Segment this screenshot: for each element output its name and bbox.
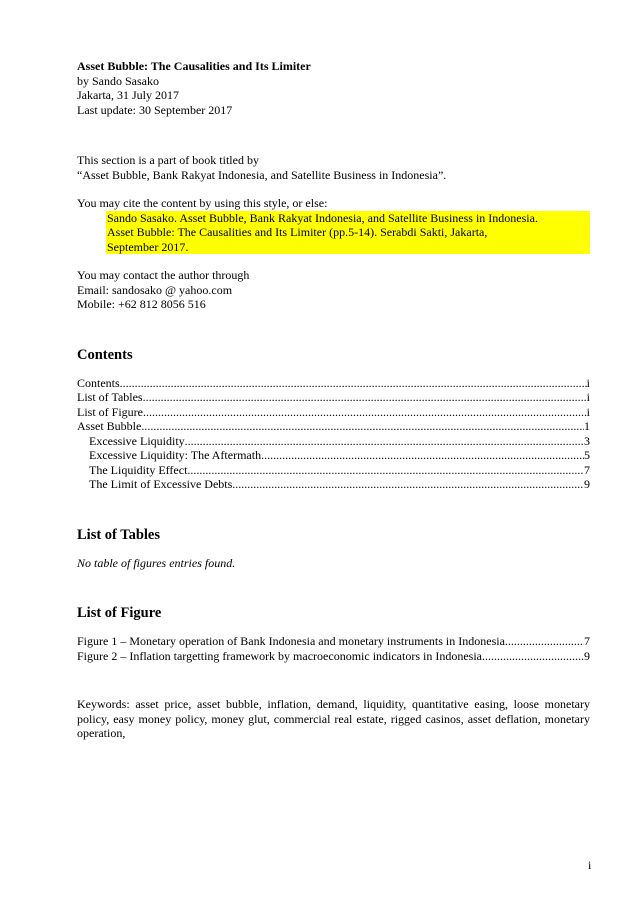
figure-entry-1[interactable] <box>77 634 590 649</box>
document-page <box>77 59 590 741</box>
citation-line-1: Sando Sasako. Asset Bubble, Bank Rakyat Indonesia, and Satellite Business in Indonesia. <box>107 210 538 225</box>
figure-label: Figure 2 – Inflation targetting framework by macroeconomic indicators in Indonesia <box>77 648 482 663</box>
contents-heading: Contents <box>77 346 133 363</box>
figure-entry-2[interactable] <box>77 649 590 664</box>
figure-list <box>77 634 590 663</box>
contact-email: Email: sandosako @ yahoo.com <box>77 282 233 297</box>
toc-label: Excessive Liquidity <box>89 433 185 448</box>
toc-entry-excessive-liquidity[interactable] <box>77 434 590 449</box>
toc-entry-contents[interactable] <box>77 376 590 391</box>
last-update-line: Last update: 30 September 2017 <box>77 102 233 117</box>
citation-lead: You may cite the content by using this style, or else: <box>77 196 328 210</box>
toc-entry-list-of-figure[interactable] <box>77 405 590 420</box>
figures-heading: List of Figure <box>77 605 162 621</box>
toc-page: 1 <box>584 419 590 433</box>
contact-lead: You may contact the author through <box>77 268 250 282</box>
intro-line-2: “Asset Bubble, Bank Rakyat Indonesia, and Satellite Business in Indonesia”. <box>77 167 447 182</box>
toc-label: Contents <box>77 375 120 390</box>
citation-line-3: September 2017. <box>107 239 189 254</box>
intro-line-1: This section is a part of book titled by <box>77 153 259 167</box>
toc-page: i <box>586 404 590 419</box>
toc-page: 5 <box>584 448 590 462</box>
contact-mobile: Mobile: +62 812 8056 516 <box>77 297 206 311</box>
toc-label: Excessive Liquidity: The Aftermath <box>89 448 262 462</box>
tables-empty-note: No table of figures entries found. <box>77 555 236 570</box>
citation-block <box>106 211 590 255</box>
author-line: by Sando Sasako <box>77 73 159 88</box>
figure-label: Figure 1 – Monetary operation of Bank Indonesia and monetary instruments in Indonesia <box>77 634 505 648</box>
toc-page: 7 <box>584 462 590 477</box>
toc-entry-asset-bubble[interactable] <box>77 419 590 434</box>
place-date-line: Jakarta, 31 July 2017 <box>77 88 179 102</box>
toc-label: List of Tables <box>77 390 143 404</box>
toc-list <box>77 376 590 492</box>
toc-label: The Liquidity Effect <box>89 462 188 477</box>
toc-label: List of Figure <box>77 404 143 419</box>
document-title: Asset Bubble: The Causalities and Its Limiter <box>77 59 311 73</box>
toc-label: The Limit of Excessive Debts <box>89 477 233 491</box>
citation-line-2: Asset Bubble: The Causalities and Its Limiter (pp.5-14). Serabdi Sakti, Jakarta, <box>107 225 488 239</box>
toc-entry-list-of-tables[interactable] <box>77 390 590 405</box>
toc-page: i <box>586 375 590 390</box>
toc-page: i <box>586 390 590 404</box>
keywords-paragraph: Keywords: asset price, asset bubble, inflation, demand, liquidity, quantitative easing, loose monetary policy, easy money policy, money glut, commercial real estate, rigged casinos, asset deflation, monetary operation, <box>77 697 590 740</box>
toc-entry-limit-of-debts[interactable] <box>77 477 590 492</box>
toc-page: 3 <box>584 433 590 448</box>
toc-entry-liquidity-effect[interactable] <box>77 463 590 478</box>
toc-page: 9 <box>584 477 590 491</box>
toc-entry-aftermath[interactable] <box>77 448 590 463</box>
figure-page: 7 <box>584 634 590 648</box>
toc-label: Asset Bubble <box>77 419 142 433</box>
figure-page: 9 <box>584 648 590 663</box>
page-number: i <box>588 858 592 872</box>
tables-heading: List of Tables <box>77 526 160 543</box>
